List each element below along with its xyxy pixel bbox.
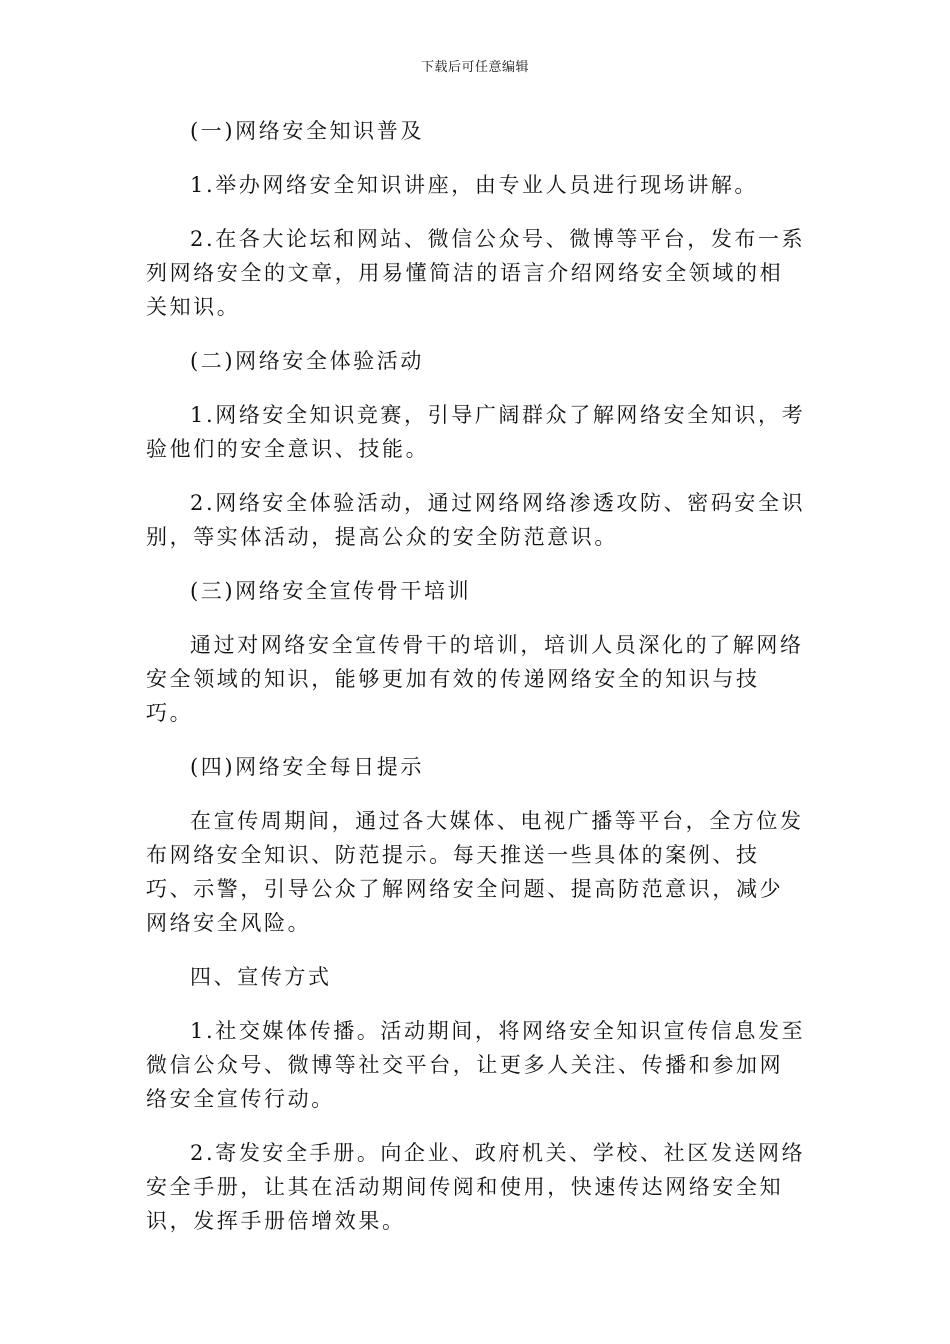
section-heading-5: 四、宣传方式: [190, 965, 332, 989]
paragraph: 1.举办网络安全知识讲座，由专业人员进行现场讲解。: [190, 173, 759, 197]
paragraph: 1.网络安全知识竞赛，引导广阔群众了解网络安全知识，考验他们的安全意识、技能。: [146, 403, 806, 461]
paragraph: 2.网络安全体验活动，通过网络网络渗透攻防、密码安全识别，等实体活动，提高公众的安全防范意识。: [146, 491, 806, 549]
paragraph: 2.寄发安全手册。向企业、政府机关、学校、社区发送网络安全手册，让其在活动期间传阅和使用，快速传达网络安全知识，发挥手册倍增效果。: [146, 1141, 806, 1233]
section-heading-3: (三)网络安全宣传骨干培训: [190, 579, 472, 603]
section-heading-1: (一)网络安全知识普及: [190, 119, 424, 143]
document-body: [146, 114, 806, 1258]
page-header: 下载后可任意编辑: [420, 60, 529, 75]
paragraph: 通过对网络安全宣传骨干的培训，培训人员深化的了解网络安全领域的知识，能够更加有效的传递网络安全的知识与技巧。: [146, 633, 804, 725]
paragraph: 2.在各大论坛和网站、微信公众号、微博等平台，发布一系列网络安全的文章，用易懂简洁的语言介绍网络安全领域的相关知识。: [146, 227, 806, 319]
section-heading-2: (二)网络安全体验活动: [190, 349, 424, 373]
paragraph: 在宣传周期间，通过各大媒体、电视广播等平台，全方位发布网络安全知识、防范提示。每天推送一些具体的案例、技巧、示警，引导公众了解网络安全问题、提高防范意识，减少网络安全风险。: [146, 809, 804, 935]
section-heading-4: (四)网络安全每日提示: [190, 755, 424, 779]
paragraph: 1.社交媒体传播。活动期间，将网络安全知识宣传信息发至微信公众号、微博等社交平台，让更多人关注、传播和参加网络安全宣传行动。: [146, 1019, 806, 1111]
